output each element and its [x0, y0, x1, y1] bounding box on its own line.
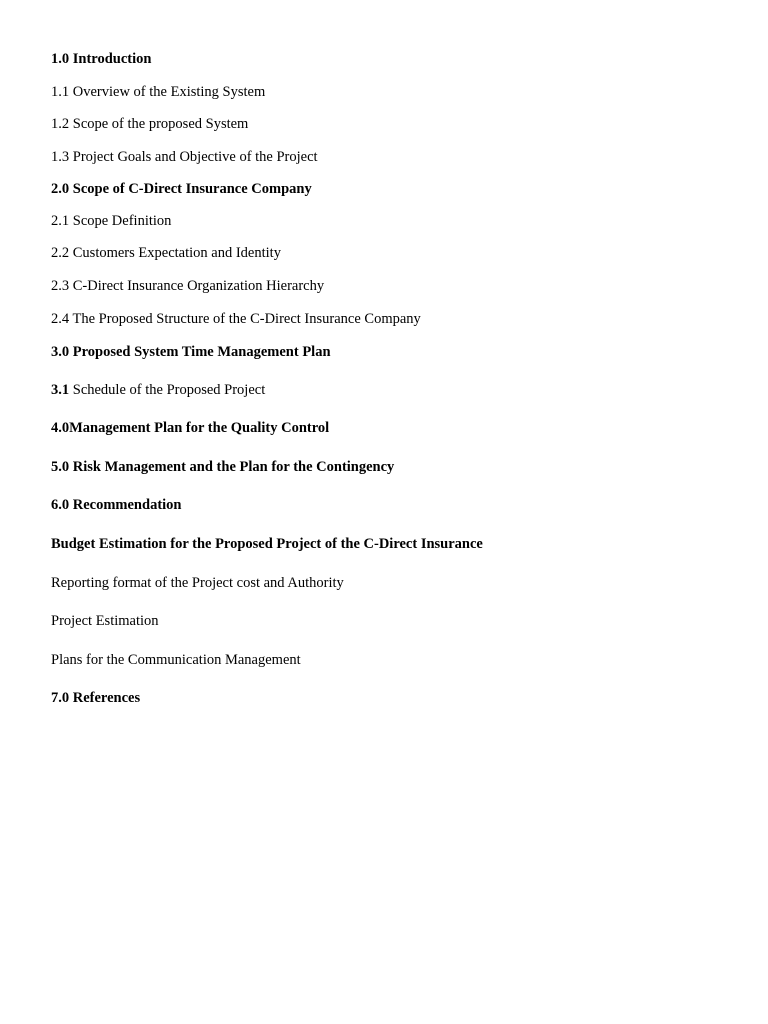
- toc-item-schedule-number: 3.1: [51, 382, 70, 398]
- toc-item-schedule: [51, 381, 265, 399]
- toc-item-communication-management: Plans for the Communication Management: [51, 652, 301, 668]
- toc-heading-references: 7.0 References: [51, 690, 141, 706]
- toc-heading-introduction: 1.0 Introduction: [51, 51, 152, 67]
- toc-heading-risk-management: 5.0 Risk Management and the Plan for the Contingency: [51, 459, 395, 475]
- toc-heading-recommendation: 6.0 Recommendation: [51, 497, 182, 513]
- toc-item-proposed-structure: 2.4 The Proposed Structure of the C-Direct Insurance Company: [51, 311, 421, 327]
- toc-item-reporting-format: Reporting format of the Project cost and Authority: [51, 575, 344, 591]
- toc-item-scope-definition: 2.1 Scope Definition: [51, 213, 172, 229]
- toc-item-organization-hierarchy: 2.3 C-Direct Insurance Organization Hierarchy: [51, 278, 325, 294]
- toc-heading-scope-company: 2.0 Scope of C-Direct Insurance Company: [51, 181, 312, 197]
- toc-heading-quality-control: 4.0Management Plan for the Quality Control: [51, 420, 330, 436]
- toc-item-project-goals: 1.3 Project Goals and Objective of the Project: [51, 149, 318, 165]
- toc-item-overview-existing-system: 1.1 Overview of the Existing System: [51, 84, 266, 100]
- toc-item-customers-expectation: 2.2 Customers Expectation and Identity: [51, 245, 281, 261]
- toc-heading-time-management: 3.0 Proposed System Time Management Plan: [51, 344, 331, 360]
- toc-item-project-estimation: Project Estimation: [51, 613, 159, 629]
- toc-item-scope-proposed-system: 1.2 Scope of the proposed System: [51, 116, 249, 132]
- toc-item-schedule-label: Schedule of the Proposed Project: [69, 382, 266, 398]
- toc-heading-budget-estimation: Budget Estimation for the Proposed Project of the C-Direct Insurance: [51, 536, 483, 552]
